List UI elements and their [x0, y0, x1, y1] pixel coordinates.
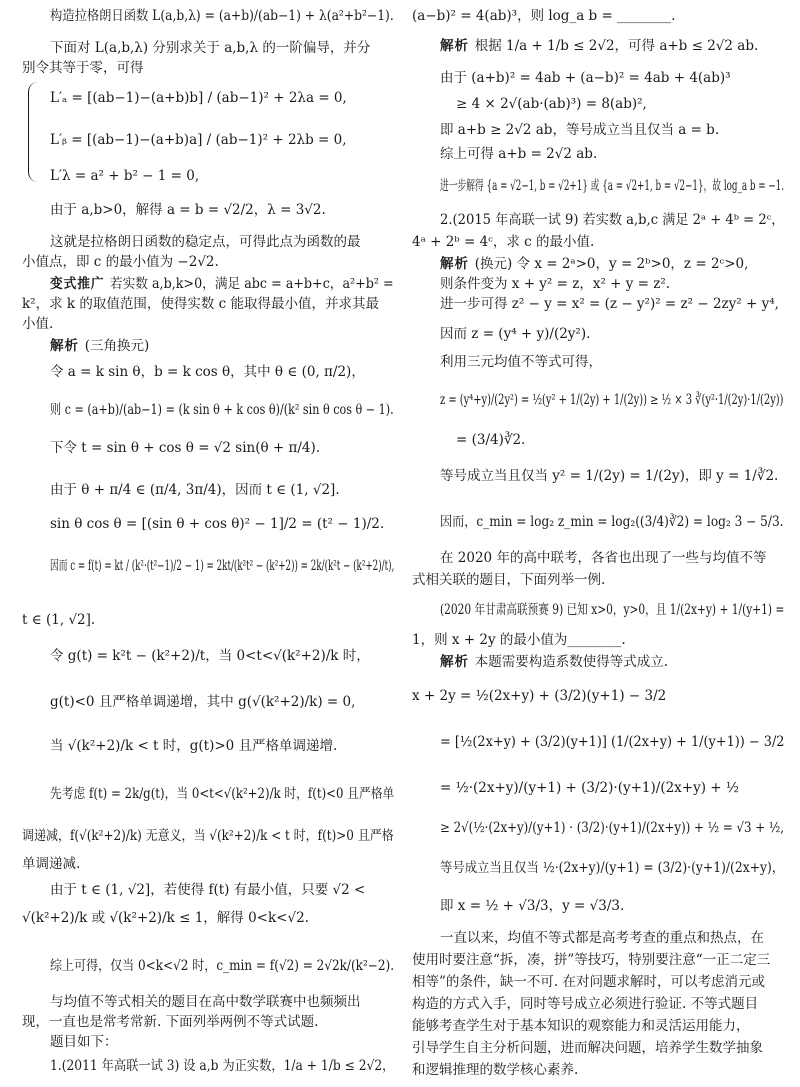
line-text: (三角换元): [84, 338, 150, 354]
left-text-line: [50, 134, 347, 148]
left-text-line: [50, 236, 361, 250]
right-text-line: [440, 394, 784, 408]
left-text-line: [50, 560, 394, 574]
line-text: 综上可得 a+b = 2√2 ab.: [440, 146, 598, 162]
line-text: 4ᵃ + 2ᵇ = 4ᶜ，求 c 的最小值.: [412, 234, 595, 250]
left-column: [22, 0, 394, 1087]
right-text-line: [412, 1020, 750, 1034]
line-text: 题目如下：: [50, 1034, 118, 1050]
right-text-line: [412, 1042, 763, 1056]
right-text-line: [440, 180, 784, 194]
left-text-line: [22, 830, 394, 844]
right-text-line: [440, 470, 778, 484]
right-text-line: [412, 236, 594, 250]
line-text: L′ᵦ = [(ab−1)−(a+b)a] / (ab−1)² + 2λb = 0,: [50, 132, 347, 148]
left-text-line: [22, 298, 379, 312]
left-text-line: [22, 912, 309, 926]
line-text: g(t)<0 且严格单调递增，其中 g(√(k²+2)/k) = 0,: [50, 694, 356, 710]
left-text-line: [50, 42, 370, 56]
line-text: 等号成立当且仅当 ½·(2x+y)/(y+1) = (3/2)·(y+1)/(2x+y)，: [440, 860, 785, 876]
line-text: 即 x = ½ + √3/3，y = √3/3.: [440, 898, 625, 914]
section-keyword: 变式推广: [50, 276, 110, 292]
left-text-line: [22, 256, 219, 270]
line-text: 利用三元均值不等式可得，: [440, 354, 602, 370]
left-text-line: [50, 404, 394, 418]
line-text: 下面对 L(a,b,λ) 分别求关于 a,b,λ 的一阶偏导，并分: [50, 40, 371, 56]
right-text-line: [440, 552, 766, 566]
line-text: 相等”的条件，缺一不可. 在对问题求解时，可以考虑消元或: [412, 974, 765, 990]
line-text: 使用时要注意“拆，凑，拼”等技巧，特别要注意“一正二定三: [412, 952, 771, 968]
right-text-line: [440, 604, 784, 618]
right-text-line: [412, 690, 666, 704]
right-text-line: [412, 1064, 578, 1078]
line-text: 进一步可得 z² − y = x² = (z − y²)² = z² − 2zy² + y⁴,: [440, 296, 779, 312]
right-text-line: [440, 328, 590, 342]
right-text-line: [440, 516, 784, 530]
line-text: L′ₐ = [(ab−1)−(a+b)b] / (ab−1)² + 2λa = 0,: [50, 90, 347, 106]
line-text: 调递减，f(√(k²+2)/k) 无意义，当 √(k²+2)/k < t 时，f(t)>0 且严格: [22, 828, 394, 844]
line-text: 由于 t ∈ (1, √2]，若使得 f(t) 有最小值，只要 √2 <: [50, 882, 366, 898]
line-text: 1，则 x + 2y 的最小值为________.: [412, 632, 626, 648]
line-text: 2.(2015 年高联一试 9) 若实数 a,b,c 满足 2ᵃ + 4ᵇ = 2ᶜ，: [440, 212, 785, 228]
line-text: 则 c = (a+b)/(ab−1) = (k sin θ + k cos θ)/(k² sin θ cos θ − 1).: [50, 402, 394, 418]
line-text: (a−b)² = 4(ab)³，则 log_a b = ________.: [412, 8, 676, 24]
line-text: 下令 t = sin θ + cos θ = √2 sin(θ + π/4).: [50, 440, 321, 456]
left-text-line: [50, 204, 326, 218]
line-text: 进一步解得 {a = √2−1, b = √2+1} 或 {a = √2+1, b = √2−1}，故 log_a b = −1.: [440, 178, 785, 194]
right-text-line: [440, 40, 758, 54]
right-text-line: [440, 72, 731, 86]
line-text: x + 2y = ½(2x+y) + (3/2)(y+1) − 3/2: [412, 688, 667, 704]
line-text: 式相关联的题目，下面列举一例.: [412, 572, 606, 588]
line-text: 由于 θ + π/4 ∈ (π/4, 3π/4)，因而 t ∈ (1, √2].: [50, 482, 340, 498]
right-column: [412, 0, 784, 1087]
right-text-line: [412, 998, 758, 1012]
line-text: = ½·(2x+y)/(y+1) + (3/2)·(y+1)/(2x+y) + ½: [440, 780, 739, 796]
line-text: 构造的方式入手，同时等号成立必须进行验证. 不等式题目: [412, 996, 759, 1012]
right-text-line: [412, 954, 770, 968]
line-text: 当 √(k²+2)/k < t 时，g(t)>0 且严格单调递增.: [50, 738, 338, 754]
left-text-line: [22, 1016, 318, 1030]
section-keyword: 解析: [440, 654, 475, 670]
line-text: z = (y⁴+y)/(2y²) = ½(y² + 1/(2y) + 1/(2y)) ≥ ½ × 3 ∛(y²·1/(2y)·1/(2y)): [440, 392, 784, 408]
line-text: 若实数 a,b,k>0，满足 abc = a+b+c，a²+b² =: [109, 276, 394, 292]
left-text-line: [50, 10, 394, 24]
right-text-line: [440, 782, 739, 796]
line-text: (2020 年甘肃高联预赛 9) 已知 x>0，y>0，且 1/(2x+y) + 1/(y+1) =: [440, 602, 785, 618]
right-text-line: [440, 862, 784, 876]
right-text-line: [456, 434, 525, 448]
right-text-line: [440, 278, 670, 292]
section-keyword: 解析: [440, 38, 475, 54]
line-text: 1.(2011 年高联一试 3) 设 a,b 为正实数，1/a + 1/b ≤ 2√2，: [50, 1058, 395, 1074]
line-text: 因而 c = f(t) = kt / (k²·(t²−1)/2 − 1) = 2kt/(k²t² − (k²+2)) = 2k/(k²t − (k²+2)/t),: [50, 558, 395, 574]
line-text: (换元) 令 x = 2ᵃ>0，y = 2ᵇ>0，z = 2ᶜ>0,: [474, 256, 749, 272]
left-text-line: [50, 340, 149, 354]
left-text-line: [50, 696, 355, 710]
equation-system-brace: [28, 82, 39, 182]
right-text-line: [440, 932, 764, 946]
line-text: t ∈ (1, √2].: [22, 612, 96, 628]
left-text-line: [22, 614, 95, 628]
right-text-line: [412, 976, 765, 990]
line-text: 与均值不等式相关的题目在高中数学联赛中也频频出: [50, 994, 361, 1010]
left-text-line: [50, 884, 365, 898]
left-text-line: [50, 518, 384, 532]
left-text-line: [50, 650, 370, 664]
section-keyword: 解析: [440, 256, 475, 272]
right-text-line: [412, 634, 626, 648]
right-text-line: [440, 214, 784, 228]
right-text-line: [440, 356, 602, 370]
right-text-line: [456, 98, 647, 112]
left-text-line: [50, 788, 394, 802]
line-text: 这就是拉格朗日函数的稳定点，可得此点为函数的最: [50, 234, 361, 250]
line-text: 因而 z = (y⁴ + y)/(2y²).: [440, 326, 591, 342]
right-text-line: [412, 10, 675, 24]
left-text-line: [50, 1036, 118, 1050]
line-text: 构造拉格朗日函数 L(a,b,λ) = (a+b)/(ab−1) + λ(a²+b²−1).: [50, 8, 394, 24]
line-text: 在 2020 年的高中联考，各省也出现了一些与均值不等: [440, 550, 767, 566]
line-text: 则条件变为 x + y² = z，x² + y = z².: [440, 276, 671, 292]
line-text: 由于 a,b>0，解得 a = b = √2/2，λ = 3√2.: [50, 202, 326, 218]
line-text: = (3/4)∛2.: [456, 432, 526, 448]
left-text-line: [50, 996, 361, 1010]
line-text: 一直以来，均值不等式都是高考考查的重点和热点，在: [440, 930, 764, 946]
line-text: 小值.: [22, 316, 54, 332]
left-text-line: [50, 92, 347, 106]
left-text-line: [50, 366, 365, 380]
right-text-line: [440, 258, 748, 272]
right-text-line: [440, 298, 779, 312]
left-text-line: [22, 858, 80, 872]
right-text-line: [440, 148, 597, 162]
left-text-line: [22, 318, 53, 332]
left-text-line: [22, 62, 144, 76]
line-text: 综上可得，仅当 0<k<√2 时，c_min = f(√2) = 2√2k/(k²−2).: [50, 958, 395, 974]
line-text: 本题需要构造系数使得等式成立.: [474, 654, 668, 670]
right-text-line: [440, 656, 668, 670]
line-text: k²，求 k 的取值范围，使得实数 c 能取得最小值，并求其最: [22, 296, 379, 312]
left-text-line: [50, 170, 199, 184]
line-text: L′λ = a² + b² − 1 = 0,: [50, 168, 200, 184]
line-text: 因而，c_min = log₂ z_min = log₂((3/4)∛2) = log₂ 3 − 5/3.: [440, 514, 784, 530]
line-text: 引导学生自主分析问题，进而解决问题，培养学生数学抽象: [412, 1040, 763, 1056]
line-text: √(k²+2)/k 或 √(k²+2)/k ≤ 1，解得 0<k<√2.: [22, 910, 309, 926]
line-text: ≥ 2√(½·(2x+y)/(y+1) · (3/2)·(y+1)/(2x+y)) + ½ = √3 + ½,: [440, 820, 784, 836]
line-text: ≥ 4 × 2√(ab·(ab)³) = 8(ab)²,: [456, 96, 647, 112]
left-text-line: [50, 740, 337, 754]
left-text-line: [50, 484, 340, 498]
right-text-line: [440, 736, 784, 750]
line-text: 别令其等于零，可得: [22, 60, 144, 76]
line-text: = [½(2x+y) + (3/2)(y+1)] (1/(2x+y) + 1/(y+1)) − 3/2: [440, 734, 785, 750]
line-text: 先考虑 f(t) = 2k/g(t)，当 0<t<√(k²+2)/k 时，f(t)<0 且严格单: [50, 786, 395, 802]
line-text: 由于 (a+b)² = 4ab + (a−b)² = 4ab + 4(ab)³: [440, 70, 731, 86]
right-text-line: [440, 822, 784, 836]
left-text-line: [50, 442, 320, 456]
line-text: 令 g(t) = k²t − (k²+2)/t，当 0<t<√(k²+2)/k 时，: [50, 648, 370, 664]
line-text: 根据 1/a + 1/b ≤ 2√2，可得 a+b ≤ 2√2 ab.: [474, 38, 759, 54]
line-text: 等号成立当且仅当 y² = 1/(2y) = 1/(2y)，即 y = 1/∛2.: [440, 468, 779, 484]
right-text-line: [412, 574, 605, 588]
line-text: 单调递减.: [22, 856, 81, 872]
line-text: 和逻辑推理的数学核心素养.: [412, 1062, 579, 1078]
section-keyword: 解析: [50, 338, 85, 354]
right-text-line: [440, 124, 719, 138]
left-text-line: [50, 278, 394, 292]
line-text: 小值点，即 c 的最小值为 −2√2.: [22, 254, 219, 270]
line-text: 现，一直也是常考常新. 下面列举两例不等式试题.: [22, 1014, 319, 1030]
line-text: 令 a = k sin θ，b = k cos θ，其中 θ ∈ (0, π/2)，: [50, 364, 365, 380]
left-text-line: [50, 1060, 394, 1074]
left-text-line: [50, 960, 394, 974]
line-text: 能够考查学生对于基本知识的观察能力和灵活运用能力，: [412, 1018, 750, 1034]
line-text: sin θ cos θ = [(sin θ + cos θ)² − 1]/2 = (t² − 1)/2.: [50, 516, 385, 532]
right-text-line: [440, 900, 624, 914]
line-text: 即 a+b ≥ 2√2 ab，等号成立当且仅当 a = b.: [440, 122, 720, 138]
